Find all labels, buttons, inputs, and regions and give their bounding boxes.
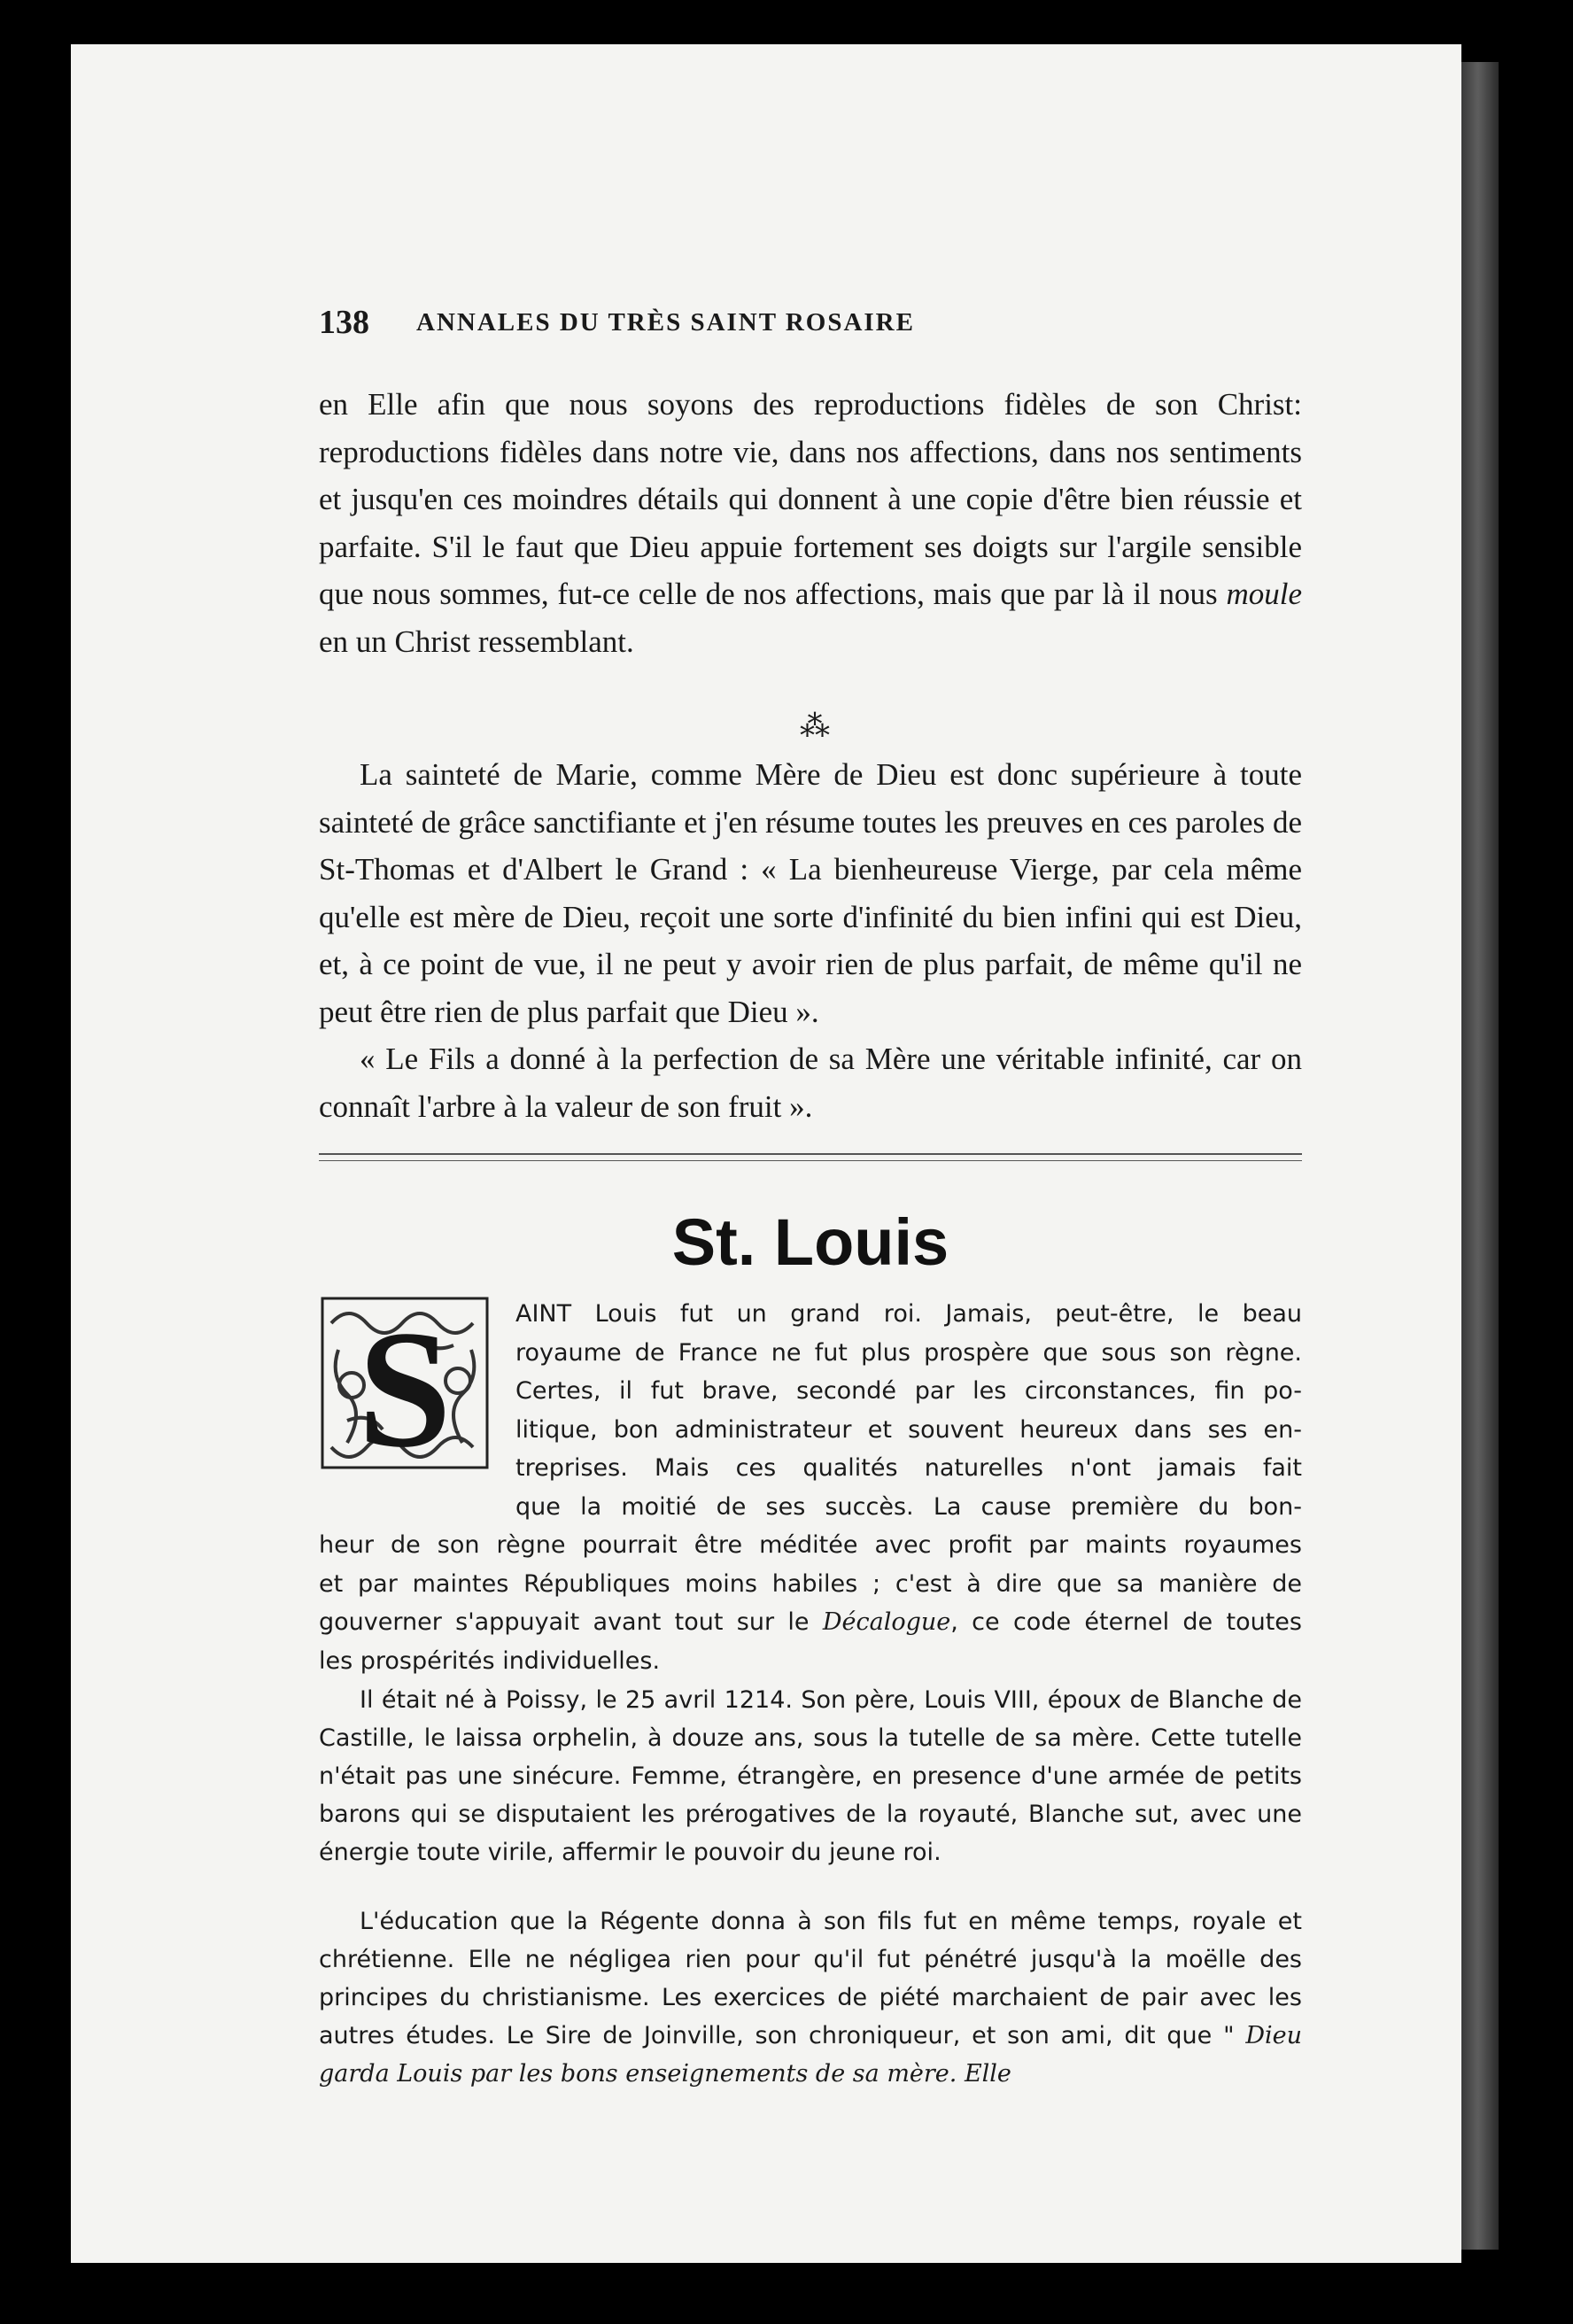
text-line: et par maintes Républiques moins habiles ; c'est à dire que sa manière de: [319, 1569, 1302, 1598]
para1-end: en un Christ ressemblant.: [319, 624, 634, 659]
para2-text: La sainteté de Marie, comme Mère de Dieu est donc supérieure à toute sainteté de grâce sanctifiante et j'en résume toutes les preuves en ces paroles de St-Thomas et d'Albert le Grand : « La bienheureuse Vierge, par cela même qu'elle est mère de Dieu, reçoit une sorte d'infinité du bien infini qui est Dieu, et, à ce point de vue, il ne peut y avoir rien de plus parfait, de même qu'il ne peut être rien de plus parfait que Dieu ».: [319, 757, 1302, 1029]
text-line: [319, 1603, 1302, 1642]
text-line: heur de son règne pourrait être méditée avec profit par maints royaumes: [319, 1531, 1302, 1559]
article-title: St. Louis: [671, 1205, 949, 1279]
dropcap-letter: S: [358, 1297, 452, 1469]
text-line: litique, bon administrateur et souvent heureux dans ses en-: [515, 1415, 1302, 1444]
top-paragraph-1: [319, 381, 1302, 665]
para1-italic: moule: [1226, 577, 1303, 611]
page-number: 138: [319, 304, 369, 341]
para3-text: « Le Fils a donné à la perfection de sa Mère une véritable infinité, car on connaît l'arbre à la valeur de son fruit ».: [319, 1042, 1302, 1124]
decalogue-italic: Décalogue: [822, 1608, 951, 1636]
quote-italic: Dieu garda Louis par les bons enseignements de sa mère. Elle: [319, 2022, 1302, 2088]
article-paragraph-1: [319, 1295, 1302, 1680]
text-line: treprises. Mais ces qualités naturelles n'ont jamais fait: [515, 1454, 1302, 1482]
asterism: ⁂: [800, 709, 830, 744]
text-line: les prospérités individuelles.: [319, 1646, 661, 1675]
text-segment: gouverner s'appuyait avant tout sur le: [319, 1608, 810, 1636]
page-header: [248, 303, 1134, 347]
text-line: Certes, il fut brave, secondé par les circonstances, fin po-: [515, 1377, 1302, 1405]
text-segment: , ce code éternel de toutes: [950, 1608, 1302, 1636]
divider-rule-bottom: [319, 1160, 1302, 1161]
top-paragraph-2: [319, 751, 1302, 1130]
article-paragraph-3: [319, 1902, 1302, 2093]
text-line: que la moitié de ses succès. La cause première du bon-: [515, 1492, 1302, 1521]
text-line: royaume de France ne fut plus prospère que sous son règne.: [515, 1338, 1302, 1367]
article-paragraph-2: [319, 1681, 1302, 1871]
running-head: ANNALES DU TRÈS SAINT ROSAIRE: [416, 308, 915, 337]
para-text: Il était né à Poissy, le 25 avril 1214. Son père, Louis VIII, époux de Blanche de Castille, le laissa orphelin, à douze ans, sous la tutelle de sa mère. Cette tutelle n'était pas une sinécure. Femme, étrangère, en presence d'une armée de petits barons qui se disputaient les prérogatives de la royauté, Blanche sut, avec une énergie toute virile, affermir le pouvoir du jeune roi.: [319, 1686, 1302, 1866]
text-line: AINT Louis fut un grand roi. Jamais, peut-être, le beau: [515, 1300, 1302, 1328]
divider-rule-top: [319, 1153, 1302, 1155]
book-spine: [1461, 62, 1499, 2250]
para-text: L'éducation que la Régente donna à son fils fut en même temps, royale et chrétienne. Elle ne négligea rien pour qu'il fut pénétré jusqu'à la moëlle des principes du christianisme. Les exercices de piété marchaient de pair avec les autres études. Le Sire de Joinville, son chroniqueur, et son ami, dit que ": [319, 1908, 1302, 2049]
para1-text: en Elle afin que nous soyons des reproductions fidèles de son Christ: reproductions fidèles dans notre vie, dans nos affections, dans nos sentiments et jusqu'en ces moindres détails qui donnent à une copie d'être bien réussie et parfaite. S'il le faut que Dieu appuie fortement ses doigts sur l'argile sensible que nous sommes, fut-ce celle de nos affections, mais que par là il nous: [319, 387, 1302, 611]
